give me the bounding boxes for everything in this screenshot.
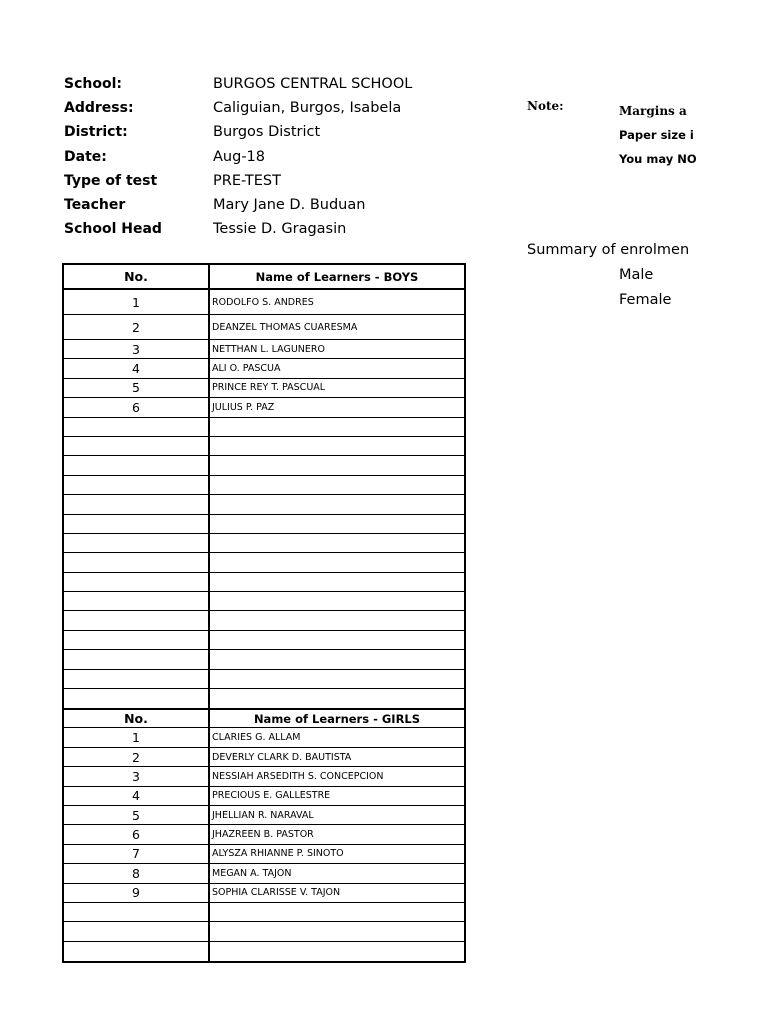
learner-name — [210, 689, 464, 708]
table-row — [64, 903, 464, 922]
learner-name: MEGAN A. TAJON — [212, 867, 292, 879]
learner-name: JHELLIAN R. NARAVAL — [212, 809, 314, 821]
learner-number — [64, 456, 210, 474]
girls-header-name: Name of Learners - GIRLS — [253, 711, 421, 726]
table-row — [64, 728, 464, 747]
district-label: District: — [64, 124, 128, 141]
learner-name: PRECIOUS E. GALLESTRE — [212, 790, 331, 802]
learner-name: ALYSZA RHIANNE P. SINOTO — [212, 848, 344, 860]
table-row — [64, 534, 464, 553]
learner-name — [210, 631, 464, 649]
learner-name — [210, 456, 464, 474]
learner-number — [64, 942, 210, 961]
table-row — [64, 922, 464, 941]
girls-header-no: No. — [64, 710, 210, 727]
table-row — [64, 845, 464, 864]
learner-number — [64, 476, 210, 494]
learner-number — [64, 689, 210, 708]
learner-name: NESSIAH ARSEDITH S. CONCEPCION — [212, 770, 384, 782]
learner-name — [210, 670, 464, 688]
info-row-school — [64, 72, 412, 96]
table-row — [64, 942, 464, 961]
learner-number: 6 — [64, 825, 210, 843]
learners-table — [62, 263, 466, 963]
learner-name — [210, 495, 464, 513]
learner-number — [64, 534, 210, 552]
table-row — [64, 418, 464, 437]
learner-number: 1 — [64, 290, 210, 314]
table-row — [64, 825, 464, 844]
learner-name: CLARIES G. ALLAM — [212, 732, 301, 744]
boys-table-body — [64, 290, 464, 708]
note-line: Margins a — [619, 104, 687, 118]
learner-number — [64, 437, 210, 455]
learner-name: DEANZEL THOMAS CUARESMA — [212, 321, 358, 333]
learner-name — [210, 573, 464, 591]
learner-number: 4 — [64, 359, 210, 377]
learner-number — [64, 418, 210, 436]
test-type-value: PRE-TEST — [213, 172, 281, 189]
test-type-label: Type of test — [64, 172, 158, 189]
table-row — [64, 340, 464, 359]
boys-header-row — [64, 265, 464, 290]
info-row-date — [64, 145, 412, 169]
note-lines — [619, 99, 697, 171]
learner-number — [64, 903, 210, 921]
table-row — [64, 806, 464, 825]
boys-header-name: Name of Learners - BOYS — [255, 269, 419, 284]
learner-number — [64, 592, 210, 610]
learner-number — [64, 573, 210, 591]
note-line: You may NO — [619, 152, 697, 166]
learner-name: JHAZREEN B. PASTOR — [212, 829, 314, 841]
table-row — [64, 670, 464, 689]
learner-name — [210, 592, 464, 610]
school-head-value: Tessie D. Gragasin — [213, 221, 347, 238]
learner-number — [64, 611, 210, 629]
learner-number — [64, 515, 210, 533]
learner-number: 9 — [64, 884, 210, 902]
learner-number: 2 — [64, 315, 210, 339]
learner-name — [210, 611, 464, 629]
table-row — [64, 864, 464, 883]
summary-female-label: Female — [619, 292, 672, 308]
learner-number: 5 — [64, 379, 210, 397]
learner-name — [210, 476, 464, 494]
summary-male-label: Male — [619, 267, 654, 283]
table-row — [64, 767, 464, 786]
learner-name: SOPHIA CLARISSE V. TAJON — [212, 887, 341, 899]
girls-header-row — [64, 708, 464, 728]
table-row — [64, 884, 464, 903]
table-row — [64, 456, 464, 475]
table-row — [64, 290, 464, 315]
learner-number: 2 — [64, 748, 210, 766]
table-row — [64, 315, 464, 340]
learner-name — [210, 418, 464, 436]
learner-name — [210, 515, 464, 533]
learner-number: 1 — [64, 728, 210, 746]
summary-title: Summary of enrolmen — [527, 242, 690, 258]
learner-number: 4 — [64, 787, 210, 805]
learner-name: PRINCE REY T. PASCUAL — [212, 382, 326, 394]
learner-number: 6 — [64, 398, 210, 416]
learner-number — [64, 553, 210, 571]
table-row — [64, 437, 464, 456]
table-row — [64, 650, 464, 669]
info-row-address — [64, 96, 412, 120]
learner-name — [210, 650, 464, 668]
table-row — [64, 748, 464, 767]
learner-name: NETTHAN L. LAGUNERO — [212, 343, 325, 355]
date-label: Date: — [64, 148, 107, 165]
note-line: Paper size i — [619, 128, 694, 142]
learner-name: JULIUS P. PAZ — [212, 401, 275, 413]
learner-name — [210, 437, 464, 455]
note-label: Note: — [527, 99, 564, 113]
school-info-block — [64, 72, 412, 241]
learner-number: 5 — [64, 806, 210, 824]
address-label: Address: — [64, 100, 134, 117]
learner-name: DEVERLY CLARK D. BAUTISTA — [212, 751, 352, 763]
info-row-test-type — [64, 169, 412, 193]
learner-number — [64, 650, 210, 668]
girls-table-body — [64, 728, 464, 961]
teacher-value: Mary Jane D. Buduan — [213, 197, 366, 214]
learner-name — [210, 553, 464, 571]
info-row-school-head — [64, 217, 412, 241]
learner-name — [210, 942, 464, 961]
table-row — [64, 631, 464, 650]
learner-name: ALI O. PASCUA — [212, 363, 281, 375]
learner-number: 3 — [64, 340, 210, 358]
table-row — [64, 379, 464, 398]
learner-number — [64, 922, 210, 940]
table-row — [64, 476, 464, 495]
table-row — [64, 515, 464, 534]
table-row — [64, 495, 464, 514]
learner-name — [210, 903, 464, 921]
date-value: Aug-18 — [213, 148, 265, 165]
learner-number — [64, 670, 210, 688]
boys-header-no: No. — [64, 265, 210, 288]
info-row-teacher — [64, 193, 412, 217]
table-row — [64, 787, 464, 806]
learner-number: 3 — [64, 767, 210, 785]
learner-name: RODOLFO S. ANDRES — [212, 296, 314, 308]
address-value: Caliguian, Burgos, Isabela — [213, 100, 402, 117]
school-value: BURGOS CENTRAL SCHOOL — [213, 76, 413, 93]
info-row-district — [64, 120, 412, 144]
table-row — [64, 611, 464, 630]
learner-name — [210, 534, 464, 552]
learner-number — [64, 495, 210, 513]
learner-number — [64, 631, 210, 649]
school-label: School: — [64, 76, 122, 93]
table-row — [64, 359, 464, 378]
table-row — [64, 592, 464, 611]
table-row — [64, 689, 464, 708]
learner-number: 7 — [64, 845, 210, 863]
school-head-label: School Head — [64, 221, 162, 238]
learner-number: 8 — [64, 864, 210, 882]
learner-name — [210, 922, 464, 940]
table-row — [64, 573, 464, 592]
teacher-label: Teacher — [64, 197, 126, 214]
table-row — [64, 398, 464, 417]
table-row — [64, 553, 464, 572]
district-value: Burgos District — [213, 124, 321, 141]
